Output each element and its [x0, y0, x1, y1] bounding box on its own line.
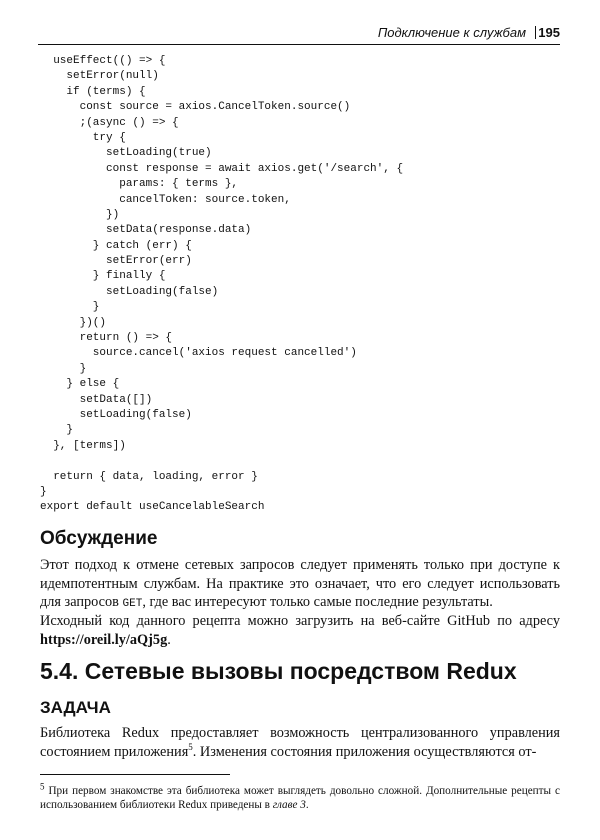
code-line: source.cancel('axios request cancelled') — [40, 347, 357, 360]
page-number: 195 — [538, 25, 560, 40]
code-line: } catch (err) { — [40, 239, 192, 252]
code-line: } else { — [40, 378, 120, 391]
source-code-link[interactable]: https://oreil.ly/aQj5g — [40, 631, 168, 648]
code-line: } — [40, 485, 47, 498]
code-line: } — [40, 362, 87, 375]
discussion-paragraph-2: Исходный код данного рецепта можно загрузить на веб-сайте GitHub по адресу https://oreil.ly/aQj5g. — [40, 613, 560, 648]
code-line: try { — [40, 131, 126, 144]
code-line: } — [40, 301, 100, 314]
code-line: params: { terms }, — [40, 178, 239, 191]
code-line: const response = await axios.get('/search', { — [40, 162, 404, 175]
code-line: if (terms) { — [40, 85, 146, 98]
code-line: useEffect(() => { — [40, 55, 166, 67]
footnote-divider — [40, 774, 230, 775]
task-heading: ЗАДАЧА — [40, 698, 111, 717]
code-line: } finally { — [40, 270, 166, 283]
running-header — [38, 24, 560, 45]
code-line: setData(response.data) — [40, 224, 252, 237]
footnote-marker: 5 — [40, 781, 45, 792]
footnote: $^5$ При первом знакомстве эта библиотека может выглядеть довольно сложной. Дополнительные рецепты с использованием библиотеки Redux приведены в главе 3. — [40, 781, 560, 811]
code-line: setLoading(true) — [40, 147, 212, 160]
code-line: const source = axios.CancelToken.source() — [40, 101, 351, 114]
code-line: ;(async () => { — [40, 116, 179, 129]
code-line: setError(err) — [40, 255, 192, 268]
chapter-title: Подключение к службам — [377, 25, 526, 40]
inline-code-get: GET — [122, 598, 143, 611]
header-separator — [535, 26, 536, 39]
code-line: })() — [40, 316, 107, 329]
task-paragraph: Библиотека Redux предоставляет возможность централизованного управления состоянием приложения$^5$. Изменения состояния приложения осуществляются от- — [40, 725, 560, 760]
code-line: } — [40, 424, 74, 437]
code-line: setError(null) — [40, 70, 159, 83]
code-line: export default useCancelableSearch — [40, 501, 265, 514]
footnote-reference[interactable]: 5 — [188, 741, 193, 752]
code-line: setLoading(false) — [40, 285, 219, 298]
code-line: setLoading(false) — [40, 408, 192, 421]
code-line: setData([]) — [40, 393, 153, 406]
code-line: return { data, loading, error } — [40, 470, 258, 483]
code-line: }, [terms]) — [40, 439, 126, 452]
code-line: cancelToken: source.token, — [40, 193, 291, 206]
code-line — [40, 454, 403, 469]
code-line: }) — [40, 208, 120, 221]
code-line: return () => { — [40, 332, 173, 345]
section-heading: 5.4. Сетевые вызовы посредством Redux — [40, 658, 517, 684]
code-listing — [40, 54, 403, 516]
discussion-paragraph-1: Этот подход к отмене сетевых запросов следует применять только при доступе к идемпотентным службам. На практике это означает, что его следует использовать для запросов GET, где вас интересуют только самые последние результаты. — [40, 557, 560, 611]
discussion-heading: Обсуждение — [40, 528, 158, 549]
